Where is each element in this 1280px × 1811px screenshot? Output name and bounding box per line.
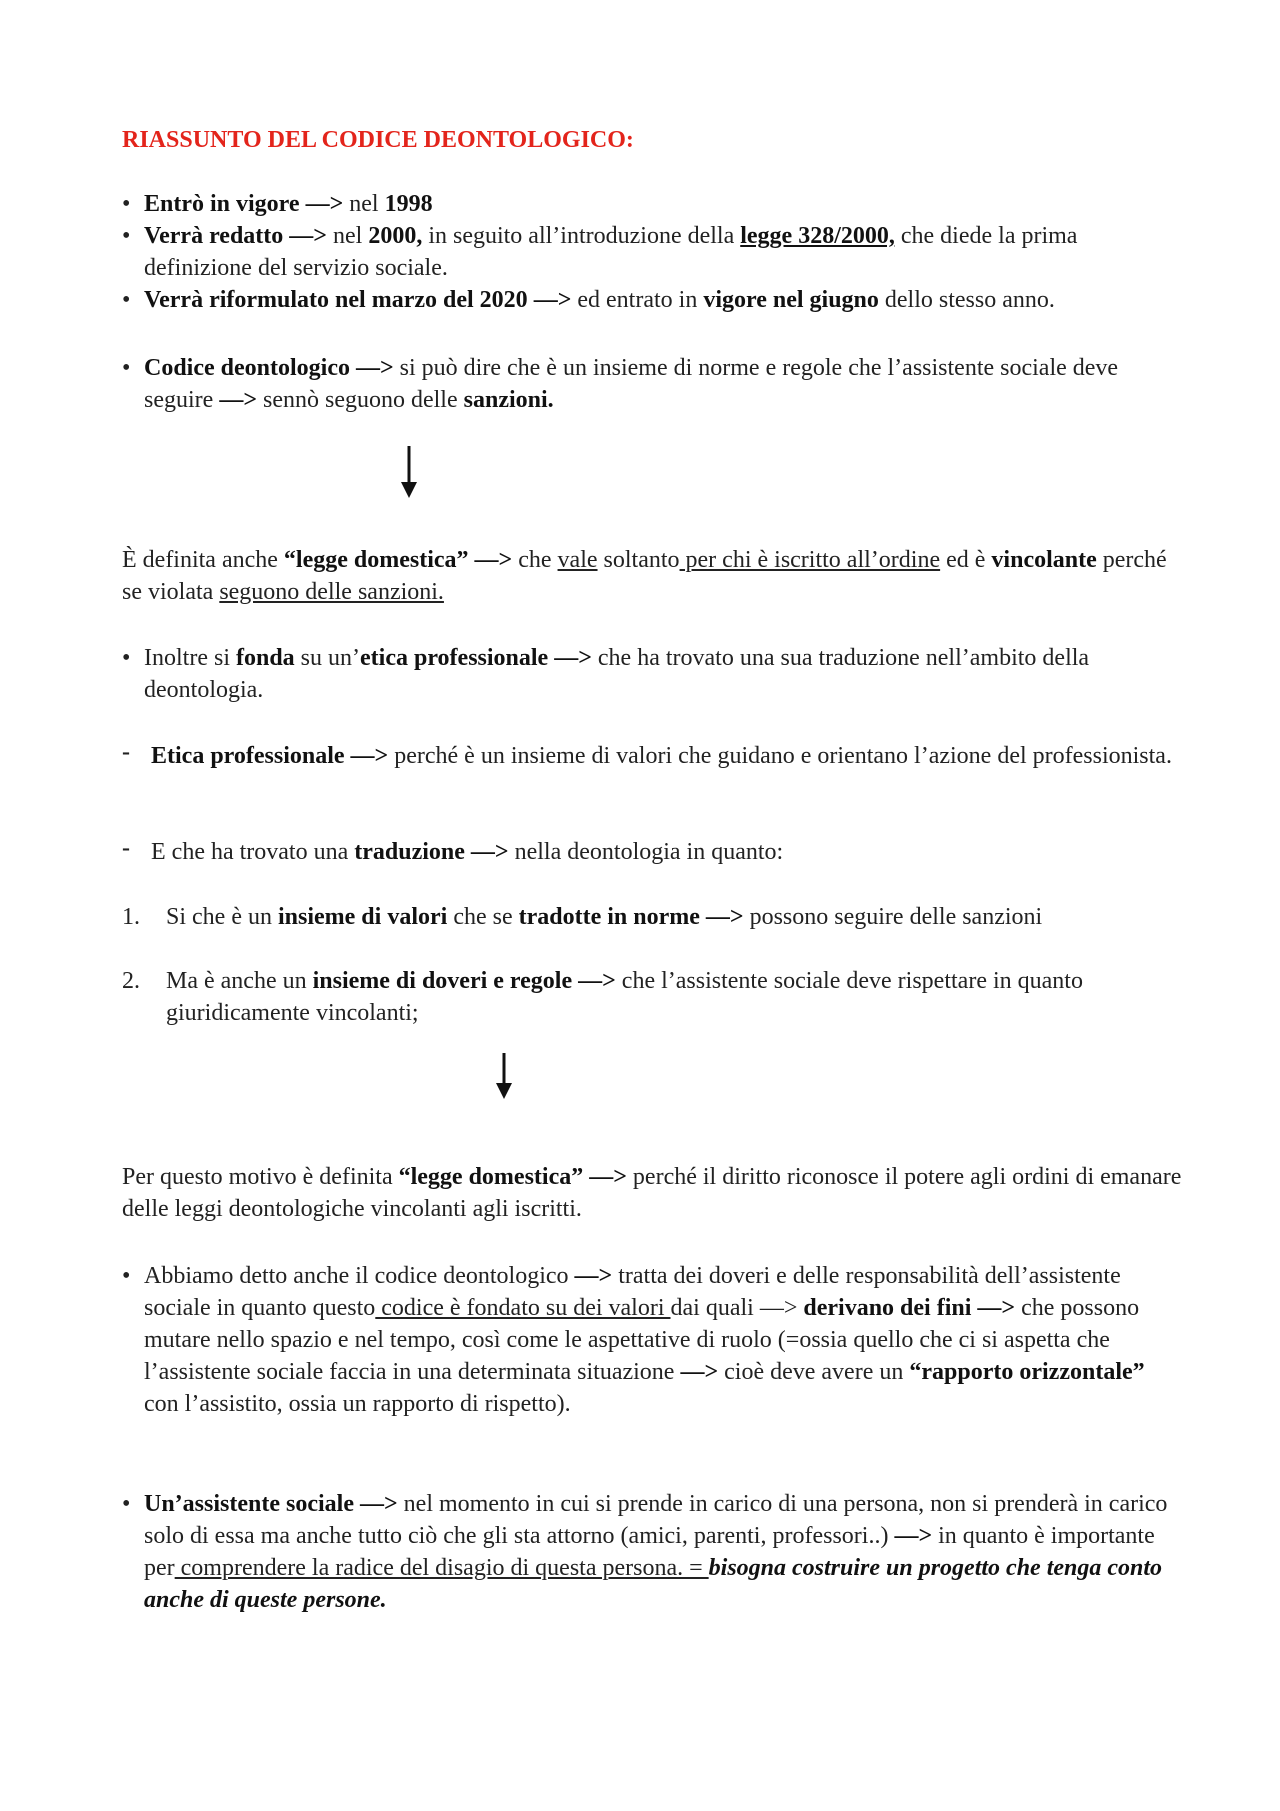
legge-domestica-paragraph: È definita anche “legge domestica” —> che vale soltanto per chi è iscritto all’ordine ed è vincolante perché se violata seguono delle sanzioni. — [122, 547, 1167, 605]
list-item: 2. Ma è anche un insieme di doveri e regole —> che l’assistente sociale deve rispettare in quanto giuridicamente vincolanti; — [122, 965, 1182, 1029]
list-item: - Etica professionale —> perché è un insieme di valori che guidano e orientano l’azione del professionista. — [122, 740, 1182, 772]
item-number: 1. — [122, 904, 140, 930]
item-number: 2. — [122, 968, 140, 994]
dash-glyph: - — [122, 739, 130, 765]
list-item: • Un’assistente sociale —> nel momento in cui si prende in carico di una persona, non si prenderà in carico solo di essa ma anche tutto ciò che gli sta attorno (amici, parenti, professori..) —> in quanto è importante per comprendere la radice del disagio di questa persona. = bisogna costruire un progetto che tenga conto anche di queste persone. — [122, 1488, 1182, 1616]
numbered-item-2 — [122, 965, 1182, 1029]
law-reference: legge 328/2000, — [740, 223, 895, 249]
intro-list — [122, 188, 1182, 316]
dash-glyph: - — [122, 835, 130, 861]
bullet-glyph: • — [122, 223, 131, 249]
list-item: - E che ha trovato una traduzione —> nella deontologia in quanto: — [122, 836, 1182, 868]
list-item: • Verrà riformulato nel marzo del 2020 —> ed entrato in vigore nel giugno dello stesso anno. — [122, 284, 1182, 316]
list-item: • Verrà redatto —> nel 2000, in seguito all’introduzione della legge 328/2000, che diede la prima definizione del servizio sociale. — [122, 220, 1182, 284]
dash-item-traduzione — [122, 836, 1182, 868]
bullet-glyph: • — [122, 191, 131, 217]
list-item: • Entrò in vigore —> nel 1998 — [122, 188, 1182, 220]
down-arrow-icon — [399, 446, 419, 502]
list-item: • Codice deontologico —> si può dire che è un insieme di norme e regole che l’assistente sociale deve seguire —> sennò seguono delle sanzioni. — [122, 352, 1182, 416]
etica-list — [122, 642, 1182, 706]
document-title: RIASSUNTO DEL CODICE DEONTOLOGICO: — [122, 127, 634, 153]
numbered-item-1 — [122, 901, 1182, 933]
bullet-glyph: • — [122, 1491, 131, 1517]
bullet-glyph: • — [122, 645, 131, 671]
bullet-glyph: • — [122, 355, 131, 381]
dash-item-etica — [122, 740, 1182, 772]
bullet-glyph: • — [122, 1263, 131, 1289]
legge-domestica-paragraph-2: Per questo motivo è definita “legge domestica” —> perché il diritto riconosce il potere agli ordini di emanare delle leggi deontologiche vincolanti agli iscritti. — [122, 1164, 1182, 1222]
list-item: • Abbiamo detto anche il codice deontologico —> tratta dei doveri e delle responsabilità dell’assistente sociale in quanto questo codice è fondato su dei valori dai quali —> derivano dei fini —> che possono mutare nello spazio e nel tempo, così come le aspettative di ruolo (=ossia quello che ci si aspetta che l’assistente sociale faccia in una determinata situazione —> cioè deve avere un “rapporto orizzontale” con l’assistito, ossia un rapporto di rispetto). — [122, 1260, 1182, 1420]
assistente-list — [122, 1488, 1182, 1616]
codice-list — [122, 352, 1182, 416]
list-item: 1. Si che è un insieme di valori che se tradotte in norme —> possono seguire delle sanzioni — [122, 901, 1182, 933]
doveri-list — [122, 1260, 1182, 1420]
list-item: • Inoltre si fonda su un’etica professionale —> che ha trovato una sua traduzione nell’ambito della deontologia. — [122, 642, 1182, 706]
down-arrow-icon — [494, 1053, 514, 1109]
bullet-glyph: • — [122, 287, 131, 313]
